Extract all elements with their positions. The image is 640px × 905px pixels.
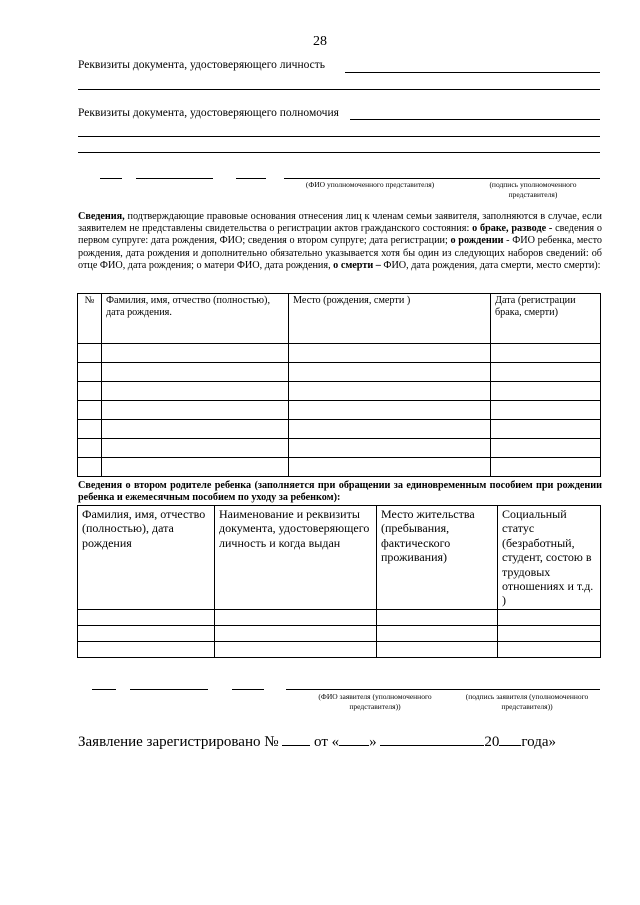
authority-doc-field[interactable]	[350, 119, 600, 120]
table-cell[interactable]	[215, 641, 377, 657]
table-cell[interactable]	[289, 439, 491, 458]
rep-day-blank[interactable]	[100, 178, 122, 179]
table-cell[interactable]	[491, 420, 601, 439]
table-row	[78, 344, 601, 363]
family-info-paragraph: Сведения, подтверждающие правовые основания отнесения лиц к членам семьи заявителя, заполняются в случае, если заявителем не представлены свидетельства о регистрации актов гражданского состояния: о браке, разводе - сведения о первом супруге: дата рождения, ФИО; сведения о втором супруге; дата регистрации; о рождении - ФИО ребенка, место рождения, дата рождения и дополнительно обязательно указывается хотя бы один из следующих наборов сведений: об отце ФИО, дата рождения; о матери ФИО, дата рождения, о смерти – ФИО, дата рождения, дата смерти, место смерти):	[78, 211, 602, 271]
table-cell[interactable]	[289, 344, 491, 363]
table-cell[interactable]	[102, 344, 289, 363]
table-row	[78, 625, 601, 641]
registration-number-field[interactable]	[282, 731, 310, 746]
table-row	[78, 401, 601, 420]
table-row	[78, 641, 601, 657]
table-cell[interactable]	[289, 382, 491, 401]
table-cell[interactable]	[78, 363, 102, 382]
table-cell[interactable]	[498, 641, 601, 657]
table-cell[interactable]	[491, 458, 601, 477]
applicant-fio-sign-line[interactable]	[286, 689, 600, 690]
registration-line: Заявление зарегистрировано № от « » 20 года»	[78, 731, 556, 751]
table-cell[interactable]	[78, 458, 102, 477]
registration-day-field[interactable]	[339, 731, 369, 746]
table-row	[78, 363, 601, 382]
family-table-header-row	[78, 294, 601, 344]
registration-year-field[interactable]	[499, 731, 521, 746]
table-cell[interactable]	[102, 401, 289, 420]
col-header-identity-doc: Наименование и реквизиты документа, удостоверяющего личность и когда выдан	[215, 506, 377, 610]
table-cell[interactable]	[289, 458, 491, 477]
identity-doc-field[interactable]	[345, 72, 600, 73]
second-parent-table	[77, 505, 601, 658]
authority-doc-line-2[interactable]	[78, 136, 600, 137]
applicant-sign-caption: (подпись заявителя (уполномоченного представителя))	[465, 692, 589, 711]
col-header-fio: Фамилия, имя, отчество (полностью), дата рождения	[78, 506, 215, 610]
table-cell[interactable]	[78, 382, 102, 401]
table-cell[interactable]	[102, 382, 289, 401]
second-parent-header-row	[78, 506, 601, 610]
table-cell[interactable]	[491, 344, 601, 363]
table-cell[interactable]	[78, 344, 102, 363]
table-cell[interactable]	[78, 420, 102, 439]
table-cell[interactable]	[102, 439, 289, 458]
table-cell[interactable]	[498, 609, 601, 625]
table-cell[interactable]	[377, 609, 498, 625]
second-parent-heading: Сведения о втором родителе ребенка (заполняется при обращении за единовременным пособием при рождении ребенка и ежемесячным пособием по уходу за ребенком):	[78, 480, 602, 504]
table-cell[interactable]	[491, 401, 601, 420]
table-cell[interactable]	[289, 420, 491, 439]
table-cell[interactable]	[498, 625, 601, 641]
table-cell[interactable]	[289, 401, 491, 420]
rep-sign-caption: (подпись уполномоченного представителя)	[489, 180, 577, 199]
table-cell[interactable]	[289, 363, 491, 382]
authority-doc-line-3[interactable]	[78, 152, 600, 153]
table-row	[78, 382, 601, 401]
table-cell[interactable]	[102, 420, 289, 439]
table-row	[78, 420, 601, 439]
table-row	[78, 609, 601, 625]
applicant-year-blank[interactable]	[232, 689, 264, 690]
rep-year-blank[interactable]	[236, 178, 266, 179]
col-header-social-status: Социальный статус (безработный, студент, состою в трудовых отношениях и т.д. )	[498, 506, 601, 610]
table-cell[interactable]	[78, 439, 102, 458]
table-cell[interactable]	[491, 363, 601, 382]
table-cell[interactable]	[215, 609, 377, 625]
table-cell[interactable]	[377, 641, 498, 657]
rep-fio-caption: (ФИО уполномоченного представителя)	[305, 180, 435, 189]
family-table	[77, 293, 601, 477]
table-cell[interactable]	[78, 641, 215, 657]
col-header-residence: Место жительства (пребывания, фактического проживания)	[377, 506, 498, 610]
identity-doc-label: Реквизиты документа, удостоверяющего личность	[78, 59, 326, 71]
table-cell[interactable]	[491, 439, 601, 458]
table-cell[interactable]	[102, 458, 289, 477]
table-cell[interactable]	[78, 401, 102, 420]
authority-doc-label: Реквизиты документа, удостоверяющего полномочия	[78, 107, 339, 119]
applicant-fio-caption: (ФИО заявителя (уполномоченного представителя))	[318, 692, 432, 711]
page-number: 28	[313, 34, 327, 49]
applicant-month-blank[interactable]	[130, 689, 208, 690]
col-header-date: Дата (регистрации брака, смерти)	[491, 294, 601, 344]
table-row	[78, 458, 601, 477]
table-cell[interactable]	[102, 363, 289, 382]
table-cell[interactable]	[491, 382, 601, 401]
rep-fio-sign-line[interactable]	[284, 178, 600, 179]
col-header-place: Место (рождения, смерти )	[289, 294, 491, 344]
table-cell[interactable]	[78, 609, 215, 625]
table-row	[78, 439, 601, 458]
registration-month-field[interactable]	[380, 731, 484, 746]
col-header-fio: Фамилия, имя, отчество (полностью), дата рождения.	[102, 294, 289, 344]
rep-month-blank[interactable]	[136, 178, 213, 179]
identity-doc-line-2[interactable]	[78, 89, 600, 90]
table-cell[interactable]	[377, 625, 498, 641]
table-cell[interactable]	[78, 625, 215, 641]
applicant-day-blank[interactable]	[92, 689, 116, 690]
table-cell[interactable]	[215, 625, 377, 641]
col-header-number: №	[78, 294, 102, 344]
